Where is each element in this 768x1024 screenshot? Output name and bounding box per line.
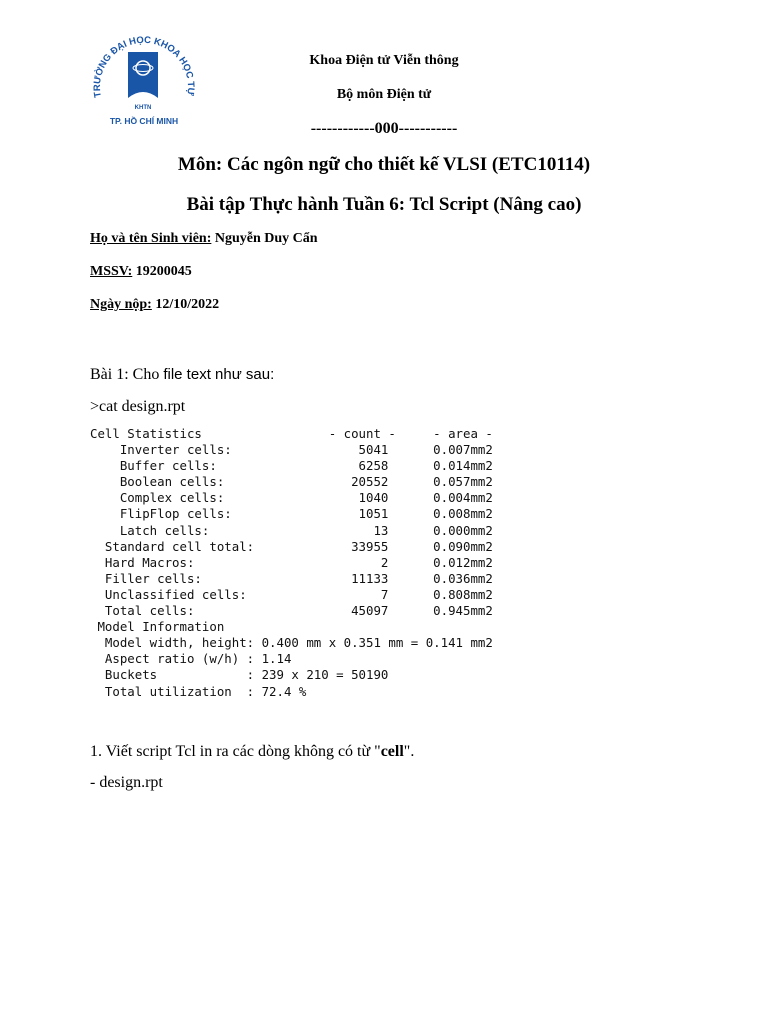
report-line: Hard Macros: 2 0.012mm2 [90,554,493,570]
student-id-value: 19200045 [132,264,192,279]
assignment-title: Bài tập Thực hành Tuần 6: Tcl Script (Nâng cao) [186,194,582,215]
report-line: Latch cells: 13 0.000mm2 [90,522,493,538]
separator-line: ------------000----------- [310,120,458,137]
report-line: Inverter cells: 5041 0.007mm2 [90,442,493,458]
faculty-name: Khoa Điện tử Viễn thông [309,53,459,68]
cat-command: >cat design.rpt [90,398,186,415]
student-id-row [90,264,192,280]
report-line: Complex cells: 1040 0.004mm2 [90,490,493,506]
report-line: Standard cell total: 33955 0.090mm2 [90,538,493,554]
exercise-intro [90,366,274,384]
report-line: Total cells: 45097 0.945mm2 [90,603,493,619]
student-id-label: MSSV: [90,264,133,279]
report-line: Model Information [90,619,225,635]
logo-badge-text: KHTN [134,105,152,111]
report-line: Aspect ratio (w/h) : 1.14 [90,651,292,667]
report-line: Boolean cells: 20552 0.057mm2 [90,474,493,490]
student-name-value: Nguyễn Duy Cẩn [211,231,318,246]
report-line: Cell Statistics - count - - area - [90,426,493,441]
logo-arc-text: TRƯỜNG ĐẠI HỌC KHOA HỌC TỰ [91,34,197,99]
logo-bottom-text: TP. HỒ CHÍ MINH [109,116,179,126]
question-keyword: cell [380,743,404,760]
question-prefix: 1. Viết script Tcl in ra các dòng không có từ " [90,743,381,760]
design-report [90,426,493,700]
student-name-label: Họ và tên Sinh viên: [90,231,212,246]
submission-date-value: 12/10/2022 [151,297,220,312]
exercise-intro-prefix: Bài 1: Cho [90,366,164,383]
report-line: FlipFlop cells: 1051 0.008mm2 [90,506,493,522]
department-name: Bộ môn Điện tử [336,87,432,102]
question-suffix: ". [403,743,415,760]
question-1 [90,743,414,761]
submission-date-label: Ngày nộp: [90,297,152,312]
report-line: Unclassified cells: 7 0.808mm2 [90,586,493,602]
report-line: Buffer cells: 6258 0.014mm2 [90,458,493,474]
report-line: Model width, height: 0.400 mm x 0.351 mm = 0.141 mm2 [90,635,493,651]
course-title: Môn: Các ngôn ngữ cho thiết kế VLSI (ETC10114) [177,154,591,175]
report-line: Filler cells: 11133 0.036mm2 [90,570,493,586]
exercise-intro-bold: file text như sau: [163,366,275,383]
submission-date-row [90,297,219,313]
answer-file-name: - design.rpt [90,774,163,791]
student-name-row [90,231,318,247]
report-line: Buckets : 239 x 210 = 50190 [90,667,389,683]
report-line: Total utilization : 72.4 % [90,683,307,699]
